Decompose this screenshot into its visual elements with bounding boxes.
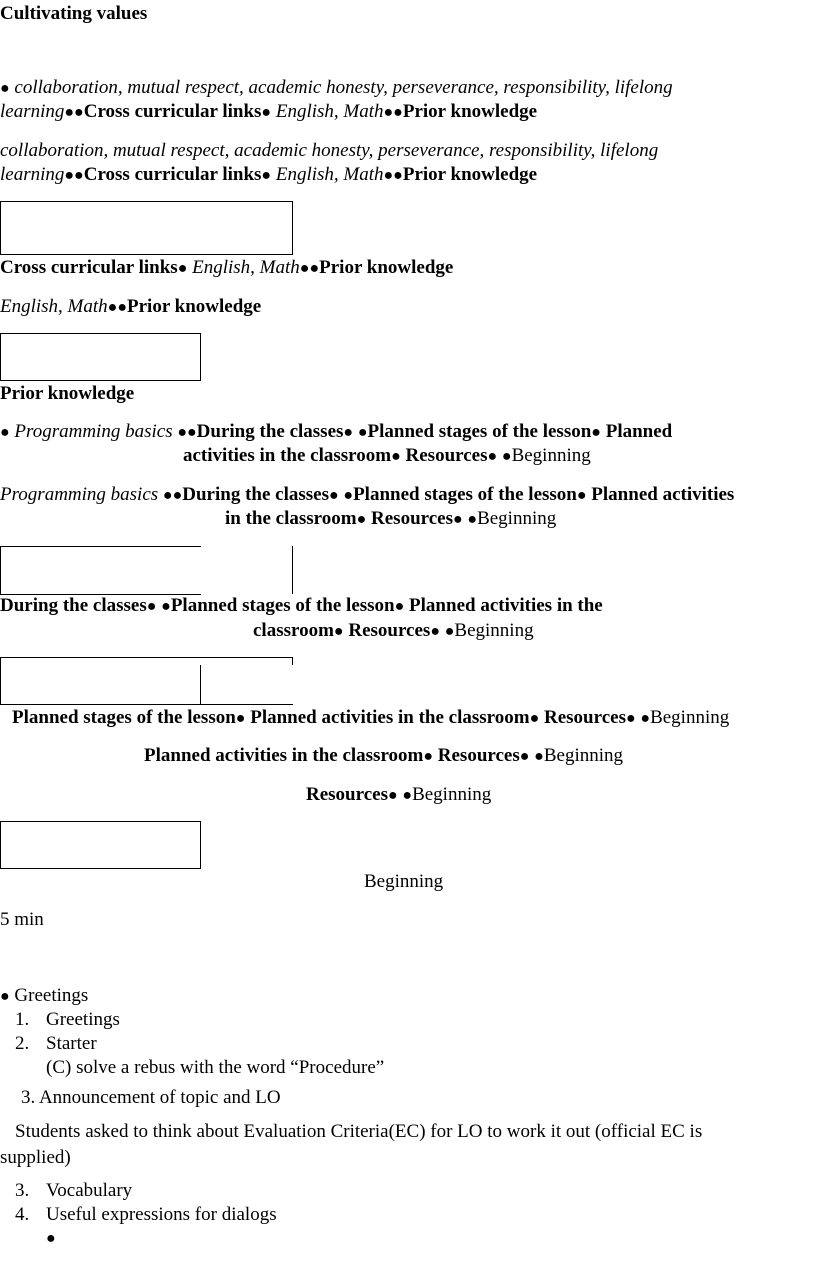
prior-text: Programming basics	[0, 484, 159, 505]
bullet-icon: ●	[146, 598, 157, 615]
beginning-text: Beginning	[543, 745, 624, 766]
prior-label: Prior knowledge	[402, 164, 538, 185]
list-number: 3.	[15, 1180, 30, 1201]
activities-label: Planned activities in the classroom	[144, 745, 424, 766]
stage-beginning: Beginning	[364, 871, 444, 892]
bullet-icon: ●●	[162, 487, 183, 504]
cross-label: Cross curricular links	[0, 257, 178, 278]
bullet-icon: ●	[46, 1230, 56, 1247]
beginning-text: Beginning	[477, 508, 557, 529]
values-line-3	[0, 139, 658, 163]
bullet-icon: ●	[0, 988, 10, 1005]
during-line-1	[0, 594, 603, 619]
bullet-icon: ●	[235, 710, 246, 727]
prior-line-3	[0, 483, 734, 508]
bullet-icon: ●	[625, 710, 636, 727]
bullet-icon: ●	[529, 710, 540, 727]
activities-label: Planned activities in the	[409, 595, 603, 616]
list-item-text: Starter	[46, 1033, 97, 1054]
list-item-text: Greetings	[46, 1009, 120, 1030]
box-line	[0, 546, 1, 594]
activities-line	[144, 744, 623, 769]
list-item	[15, 1032, 29, 1056]
bullet-icon: ●	[519, 748, 530, 765]
starter-task: (C) solve a rebus with the word “Procedure”	[46, 1057, 385, 1078]
box-line	[0, 657, 293, 658]
bullet-icon: ●	[444, 623, 455, 640]
students-text-2: supplied)	[0, 1147, 71, 1168]
resources-label: Resources	[348, 620, 431, 641]
page-heading: Cultivating values	[0, 3, 148, 24]
values-line-2	[0, 100, 537, 125]
prior-text: Programming basics	[14, 421, 173, 442]
bullet-icon: ●	[261, 167, 272, 184]
bullet-icon: ●●	[64, 104, 84, 121]
list-number: 1.	[15, 1009, 30, 1030]
box-line	[292, 546, 293, 594]
subjects-text: English, Math	[275, 164, 384, 185]
beginning-text: Beginning	[650, 707, 730, 728]
bullet-icon: ●	[161, 598, 171, 615]
prior-label: Prior knowledge	[319, 257, 454, 278]
prior-label: Prior knowledge	[127, 296, 262, 317]
bullet-icon: ●	[328, 487, 339, 504]
greetings-text: Greetings	[14, 985, 89, 1006]
values-text: collaboration, mutual respect, academic honesty, perseverance, responsibility, lifelong	[14, 77, 673, 98]
box-line	[0, 546, 201, 547]
empty-box	[0, 821, 201, 869]
during-line-2	[253, 619, 534, 644]
stages-line	[12, 706, 729, 731]
cross-line-1	[0, 256, 453, 281]
list-item	[0, 984, 88, 1009]
announcement: 3. Announcement of topic and LO	[21, 1087, 281, 1108]
bullet-icon: ●	[0, 80, 10, 97]
prior-line-2	[183, 444, 591, 469]
beginning-text: Beginning	[511, 445, 591, 466]
activities-label: Planned	[605, 421, 673, 442]
resources-label: Resources	[371, 508, 453, 529]
subjects-text: English, Math	[275, 101, 384, 122]
bullet-icon: ●●	[383, 104, 403, 121]
activities-label: Planned activities in the classroom	[250, 707, 530, 728]
list-item-text: Vocabulary	[46, 1180, 133, 1201]
bullet-icon: ●	[333, 623, 344, 640]
resources-label: Resources	[437, 745, 520, 766]
bullet-icon: ●	[423, 748, 434, 765]
list-item	[15, 1179, 29, 1203]
resources-label: Resources	[544, 707, 626, 728]
resources-line	[306, 783, 491, 808]
cross-label: Cross curricular links	[83, 164, 262, 185]
stages-label: Planned stages of the lesson	[12, 707, 236, 728]
list-item	[15, 1203, 29, 1227]
bullet-icon: ●	[343, 487, 354, 504]
list-item	[46, 1226, 56, 1251]
bullet-icon: ●	[402, 787, 413, 804]
bullet-icon: ●	[487, 448, 498, 465]
activities-label: Planned activities	[591, 484, 735, 505]
empty-box	[0, 333, 201, 381]
prior-label: Prior knowledge	[402, 101, 538, 122]
stages-label: Planned stages of the lesson	[353, 484, 577, 505]
list-item	[15, 1008, 29, 1032]
bullet-icon: ●●	[107, 299, 127, 316]
list-number: 4.	[15, 1204, 30, 1225]
prior-heading: Prior knowledge	[0, 383, 135, 404]
bullet-icon: ●	[387, 787, 398, 804]
bullet-icon: ●	[356, 511, 367, 528]
values-text: collaboration, mutual respect, academic honesty, perseverance, responsibility, lifelong	[0, 140, 659, 161]
during-label: During the classes	[182, 484, 329, 505]
prior-line-1	[0, 420, 672, 445]
bullet-icon: ●	[391, 448, 401, 465]
beginning-text: Beginning	[412, 784, 492, 805]
bullet-icon: ●	[576, 487, 587, 504]
bullet-icon: ●●	[383, 167, 403, 184]
bullet-icon: ●●	[299, 260, 320, 277]
bullet-icon: ●	[640, 710, 651, 727]
during-label: During the classes	[196, 421, 344, 442]
bullet-icon: ●	[0, 424, 10, 441]
subjects-text: English, Math	[192, 257, 300, 278]
bullet-icon: ●	[501, 448, 512, 465]
box-line	[292, 657, 293, 665]
bullet-icon: ●	[467, 511, 478, 528]
activities-label: activities in the classroom	[183, 445, 392, 466]
empty-box	[0, 201, 293, 255]
stages-label: Planned stages of the lesson	[170, 595, 395, 616]
bullet-icon: ●	[357, 424, 368, 441]
stages-label: Planned stages of the lesson	[367, 421, 592, 442]
activities-label: in the classroom	[225, 508, 357, 529]
resources-label: Resources	[306, 784, 388, 805]
bullet-icon: ●	[394, 598, 405, 615]
list-number: 2.	[15, 1033, 30, 1054]
bullet-icon: ●	[452, 511, 463, 528]
box-line	[0, 657, 1, 704]
stage-time: 5 min	[0, 909, 44, 930]
values-line-1	[0, 76, 673, 101]
subjects-text: English, Math	[0, 296, 108, 317]
values-text-2: learning	[0, 101, 65, 122]
values-line-4	[0, 163, 537, 188]
bullet-icon: ●	[177, 260, 188, 277]
classroom-label: classroom	[253, 620, 334, 641]
cross-label: Cross curricular links	[83, 101, 262, 122]
bullet-icon: ●●	[64, 167, 84, 184]
cross-line-2	[0, 295, 261, 320]
resources-label: Resources	[405, 445, 488, 466]
bullet-icon: ●	[261, 104, 272, 121]
bullet-icon: ●	[534, 748, 544, 765]
list-item-text: Useful expressions for dialogs	[46, 1204, 277, 1225]
bullet-icon: ●	[430, 623, 440, 640]
bullet-icon: ●●	[177, 424, 197, 441]
students-text-1: Students asked to think about Evaluation Criteria(EC) for LO to work it out (official EC is	[15, 1121, 703, 1142]
box-line	[200, 665, 201, 704]
during-label: During the classes	[0, 595, 147, 616]
bullet-icon: ●	[591, 424, 601, 441]
values-text-2: learning	[0, 164, 65, 185]
prior-line-4	[225, 507, 556, 532]
beginning-text: Beginning	[454, 620, 534, 641]
bullet-icon: ●	[343, 424, 354, 441]
box-line	[0, 704, 293, 705]
